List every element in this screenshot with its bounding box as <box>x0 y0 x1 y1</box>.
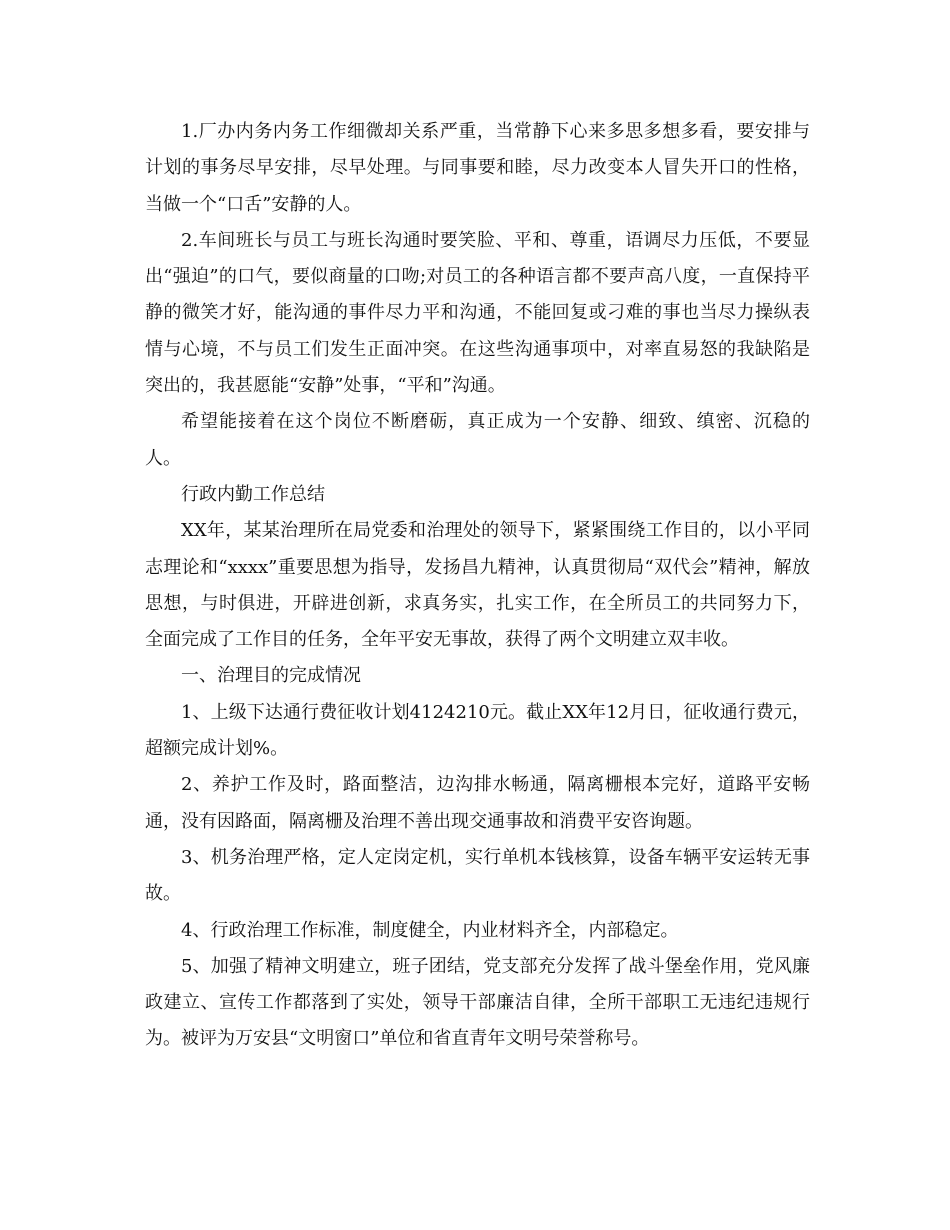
paragraph-2: 2.车间班长与员工与班长沟通时要笑脸、平和、尊重，语调尽力压低，不要显出“强迫”的口气，要似商量的口吻;对员工的各种语言都不要声高八度，一直保持平静的微笑才好，能沟通的事件尽力平和沟通，不能回复或刁难的事也当尽力操纵表情与心境，不与员工们发生正面冲突。在这些沟通事项中，对率直易怒的我缺陷是突出的，我甚愿能“安静”处事，“平和”沟通。 <box>145 229 810 397</box>
paragraph-summary: XX年，某某治理所在局党委和治理处的领导下，紧紧围绕工作目的，以小平同志理论和“xxxx”重要思想为指导，发扬昌九精神，认真贯彻局“双代会”精神，解放思想，与时俱进，开辟进创新，求真务实，扎实工作，在全所员工的共同努力下，全面完成了工作目的任务，全年平安无事故，获得了两个文明建立双丰收。 <box>145 520 810 651</box>
list-item-1: 1、上级下达通行费征收计划4124210元。截止XX年12月日，征收通行费元，超额完成计划%。 <box>145 701 810 760</box>
list-item-2: 2、养护工作及时，路面整洁，边沟排水畅通，隔离栅根本完好，道路平安畅通，没有因路面，隔离栅及治理不善出现交通事故和消费平安咨询题。 <box>145 774 810 832</box>
list-item-4: 4、行政治理工作标准，制度健全，内业材料齐全，内部稳定。 <box>181 919 679 941</box>
list-item-3: 3、机务治理严格，定人定岗定机，实行单机本钱核算，设备车辆平安运转无事故。 <box>145 846 810 905</box>
paragraph-3: 希望能接着在这个岗位不断磨砺，真正成为一个安静、细致、缜密、沉稳的人。 <box>145 411 810 469</box>
paragraph-1: 1.厂办内务内务工作细微却关系严重，当常静下心来多思多想多看，要安排与计划的事务尽早安排，尽早处理。与同事要和睦，尽力改变本人冒失开口的性格，当做一个“口舌”安静的人。 <box>145 121 810 215</box>
list-item-5: 5、加强了精神文明建立，班子团结，党支部充分发挥了战斗堡垒作用，党风廉政建立、宣传工作都落到了实处，领导干部廉洁自律，全所干部职工无违纪违规行为。被评为万安县“文明窗口”单位和省直青年文明号荣誉称号。 <box>145 955 810 1050</box>
section-heading: 一、治理目的完成情况 <box>181 665 361 687</box>
document-body <box>145 114 810 1058</box>
section-title: 行政内勤工作总结 <box>181 483 325 505</box>
